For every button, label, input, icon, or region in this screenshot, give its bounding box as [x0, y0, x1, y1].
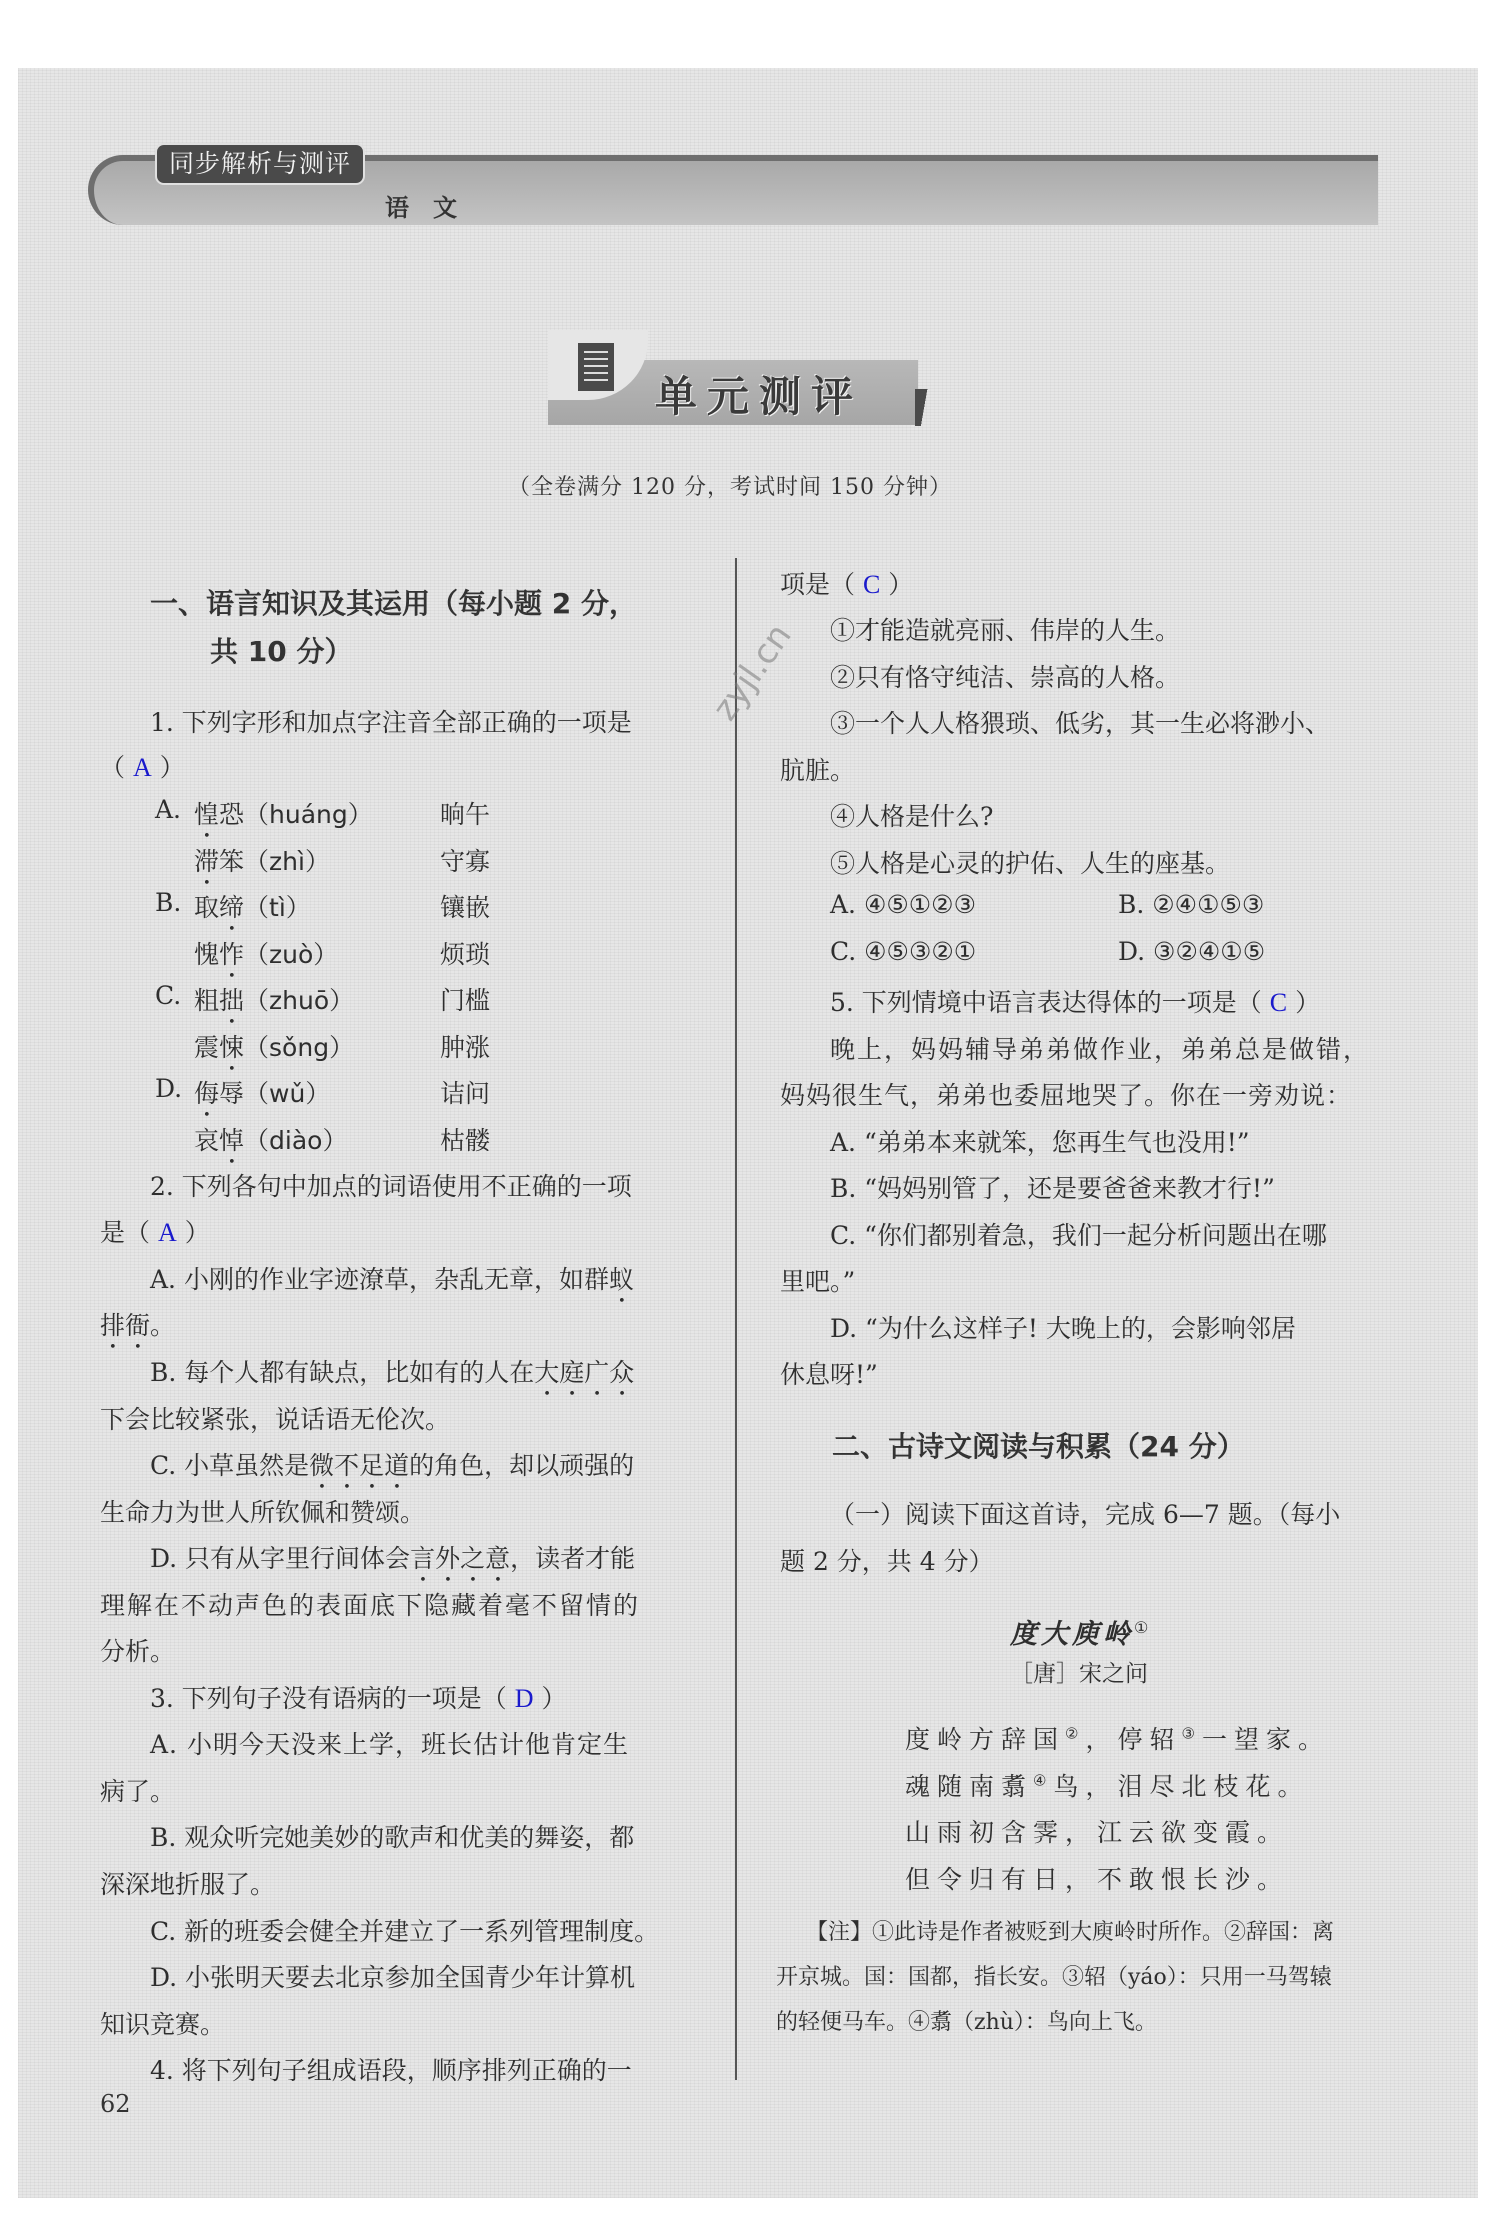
q1-option-d-word2: 诘问 [440, 1079, 491, 1108]
section1-title: 一、语言知识及其运用（每小题 2 分， [150, 587, 637, 620]
q4-option-d: D. ③②④①⑤ [1118, 937, 1266, 966]
q1-stem: 1. 下列字形和加点字注音全部正确的一项是 [150, 708, 632, 737]
q1-option-a-word3: 滞笨（zhì） [194, 847, 330, 876]
poem-note-2: 开京城。国：国都，指长安。③轺（yáo）：只用一马驾辕 [776, 1965, 1332, 1990]
q3-option-d: D. 小张明天要去北京参加全国青少年计算机 [150, 1963, 636, 1992]
q1-option-c-word4: 肿涨 [440, 1033, 491, 1062]
exam-info: （全卷满分 120 分，考试时间 150 分钟） [508, 475, 952, 500]
q1-option-b-word1: 取缔（tì） [194, 893, 311, 922]
q3-option-a-cont: 病了。 [100, 1777, 176, 1806]
q2-option-d-cont: 理解在不动声色的表面底下隐藏着毫不留情的 [100, 1591, 641, 1620]
q1-option-c-word2: 门槛 [440, 986, 491, 1015]
q4-answer: C [862, 570, 881, 599]
q2-stem: 2. 下列各句中加点的词语使用不正确的一项 [150, 1172, 632, 1201]
q3-option-a: A. 小明今天没来上学，班长估计他肯定生 [150, 1730, 629, 1759]
poem-title: 度大庾岭① [1010, 1618, 1153, 1650]
q4-sentence-4: ④人格是什么? [830, 802, 994, 831]
q5-option-c: C. “你们都别着急，我们一起分析问题出在哪 [830, 1221, 1327, 1250]
q5-context: 晚上，妈妈辅导弟弟做作业，弟弟总是做错， [830, 1035, 1371, 1064]
unit-title: 单元测评 [655, 372, 864, 421]
q2-option-c: C. 小草虽然是微不足道的角色，却以顽强的 [150, 1451, 635, 1480]
q1-option-a-word4: 守寡 [440, 847, 491, 876]
q5-stem: 5. 下列情境中语言表达得体的一项是（ C ） [830, 988, 1321, 1017]
q4-sentence-1: ①才能造就亮丽、伟岸的人生。 [830, 616, 1181, 645]
q2-answer-slot: 是（ A ） [100, 1218, 210, 1247]
q1-option-a-word1: 惶恐（huáng） [194, 800, 373, 829]
q4-sentence-5: ⑤人格是心灵的护佑、人生的座基。 [830, 849, 1231, 878]
q3-answer: D [514, 1684, 534, 1713]
q1-option-d-label: D. [155, 1074, 183, 1103]
poem-note-1: 【注】①此诗是作者被贬到大庾岭时所作。②辞国：离 [806, 1920, 1335, 1945]
q2-option-d: D. 只有从字里行间体会言外之意，读者才能 [150, 1544, 636, 1573]
q1-option-b-label: B. [155, 888, 182, 917]
q4-stem: 4. 将下列句子组成语段，顺序排列正确的一 [150, 2056, 632, 2085]
q1-option-a-label: A. [155, 795, 182, 824]
column-divider [735, 558, 737, 2080]
q2-answer: A [157, 1218, 177, 1247]
q1-option-d-word4: 枯髅 [440, 1126, 491, 1155]
page-number: 62 [100, 2090, 131, 2118]
poem-line-3: 山雨初含霁，江云欲变霞。 [905, 1818, 1290, 1847]
q3-option-b: B. 观众听完她美妙的歌声和优美的舞姿，都 [150, 1823, 635, 1852]
part1-instruction: （一）阅读下面这首诗，完成 6—7 题。（每小 [830, 1500, 1341, 1529]
q5-option-b: B. “妈妈别管了，还是要爸爸来教才行!” [830, 1174, 1275, 1203]
q3-option-d-cont: 知识竞赛。 [100, 2010, 226, 2039]
part1-instruction-cont: 题 2 分，共 4 分） [780, 1547, 994, 1576]
q3-option-b-cont: 深深地折服了。 [100, 1870, 276, 1899]
q1-option-b-word3: 愧怍（zuò） [194, 940, 339, 969]
q1-answer: A [132, 753, 152, 782]
q1-option-b-word4: 烦琐 [440, 940, 491, 969]
document-icon [578, 343, 614, 391]
q5-context-cont: 妈妈很生气，弟弟也委屈地哭了。你在一旁劝说： [780, 1081, 1353, 1110]
q5-option-c-cont: 里吧。” [780, 1267, 856, 1296]
q1-option-c-word3: 震悚（sǒng） [194, 1033, 355, 1062]
q5-answer: C [1269, 988, 1288, 1017]
q1-option-a-word2: 晌午 [440, 800, 491, 829]
q3-stem: 3. 下列句子没有语病的一项是（ D ） [150, 1684, 567, 1713]
q2-option-c-cont: 生命力为世人所钦佩和赞颂。 [100, 1498, 426, 1527]
q1-option-b-word2: 镶嵌 [440, 893, 491, 922]
q5-option-d-cont: 休息呀!” [780, 1360, 878, 1389]
q5-option-d: D. “为什么这样子! 大晚上的，会影响邻居 [830, 1314, 1296, 1343]
section2-title: 二、古诗文阅读与积累（24 分） [832, 1430, 1245, 1463]
q2-option-b: B. 每个人都有缺点，比如有的人在大庭广众 [150, 1358, 635, 1387]
q2-option-d-cont2: 分析。 [100, 1637, 176, 1666]
q1-answer-slot: （ A ） [100, 753, 185, 782]
q1-option-c-label: C. [155, 981, 182, 1010]
series-tag: 同步解析与测评 [155, 143, 365, 185]
q4-sentence-2: ②只有恪守纯洁、崇高的人格。 [830, 663, 1181, 692]
q4-sentence-3: ③一个人人格猥琐、低劣，其一生必将渺小、 [830, 709, 1331, 738]
subject-label: 语文 [385, 194, 481, 222]
q1-option-d-word3: 哀悼（diào） [194, 1126, 348, 1155]
poem-line-4: 但令归有日，不敢恨长沙。 [905, 1865, 1290, 1894]
unit-banner-tail [915, 389, 931, 426]
q4-option-a: A. ④⑤①②③ [830, 890, 977, 919]
q4-answer-slot: 项是（ C ） [780, 570, 914, 599]
q1-option-d-word1: 侮辱（wǔ） [194, 1079, 331, 1108]
q4-option-c: C. ④⑤③②① [830, 937, 977, 966]
q2-option-a-cont: 排衙。 [100, 1311, 176, 1340]
poem-line-1: 度岭方辞国②，停轺③一望家。 [905, 1724, 1330, 1754]
q5-option-a: A. “弟弟本来就笨，您再生气也没用!” [830, 1128, 1250, 1157]
poem-line-2: 魂随南翥④鸟，泪尽北枝花。 [905, 1771, 1310, 1801]
poem-author: ［唐］宋之问 [1010, 1661, 1148, 1687]
poem-note-3: 的轻便马车。④翥（zhù）：鸟向上飞。 [776, 2010, 1157, 2035]
q3-option-c: C. 新的班委会健全并建立了一系列管理制度。 [150, 1917, 660, 1946]
watermark: zyjl.cn [705, 616, 800, 728]
q1-option-c-word1: 粗拙（zhuō） [194, 986, 355, 1015]
q4-option-b: B. ②④①⑤③ [1118, 890, 1265, 919]
section1-title-cont: 共 10 分） [210, 635, 353, 668]
q2-option-a: A. 小刚的作业字迹潦草，杂乱无章，如群蚁 [150, 1265, 634, 1294]
q2-option-b-cont: 下会比较紧张，说话语无伦次。 [100, 1405, 451, 1434]
q4-sentence-3-cont: 肮脏。 [780, 756, 856, 785]
